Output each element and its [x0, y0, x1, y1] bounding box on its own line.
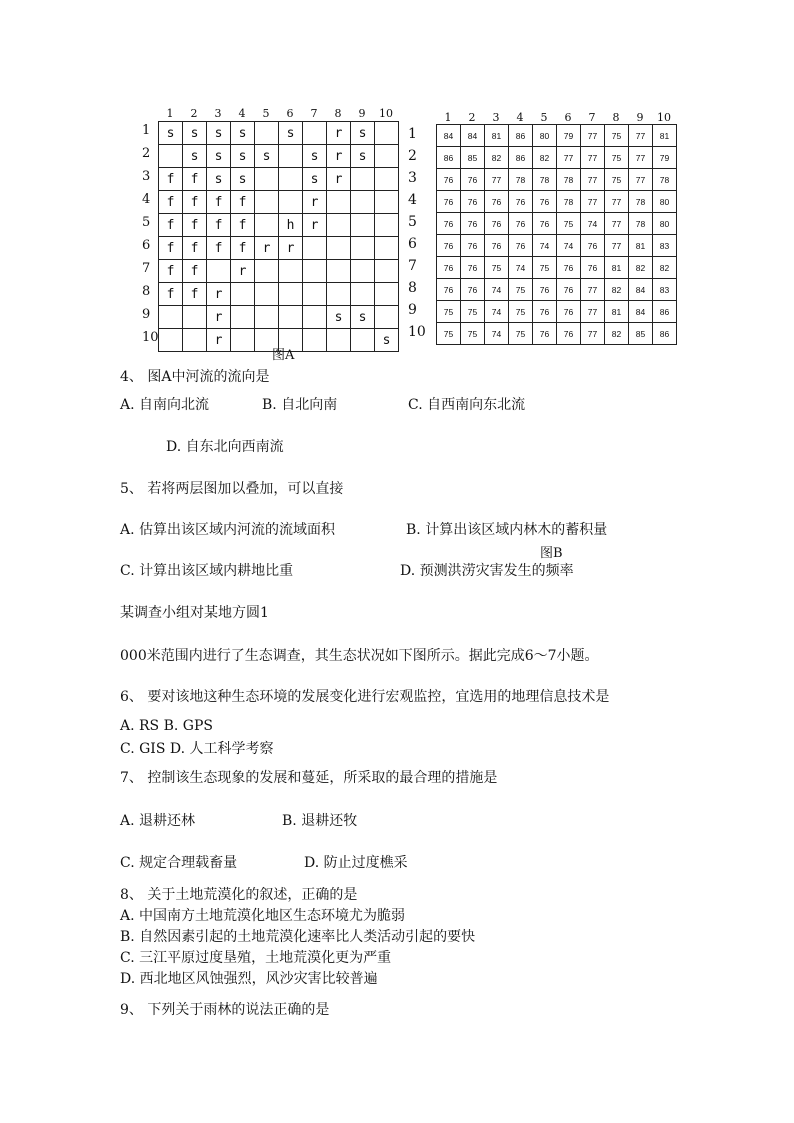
row-label: 7 [142, 261, 151, 276]
row-label: 7 [408, 258, 417, 274]
grid-row [159, 145, 399, 168]
question-7-option-d: D. 防止过度樵采 [304, 855, 408, 871]
grid-cell [351, 191, 375, 214]
grid-cell: 76 [437, 213, 461, 235]
question-5-option-d: D. 预测洪涝灾害发生的频率 [400, 563, 574, 579]
grid-cell [255, 191, 279, 214]
grid-row [159, 306, 399, 329]
grid-cell: r [207, 283, 231, 306]
row-label: 2 [408, 148, 417, 164]
grid-cell: 82 [653, 257, 677, 279]
grid-cell: 78 [533, 169, 557, 191]
grid-cell: 80 [653, 191, 677, 213]
column-label: 9 [358, 107, 366, 120]
grid-cell: 78 [629, 191, 653, 213]
grid-cell: 76 [461, 169, 485, 191]
grid-cell: 80 [653, 213, 677, 235]
grid-cell [327, 329, 351, 352]
grid-cell [207, 260, 231, 283]
column-label: 3 [492, 111, 500, 124]
grid-cell [279, 191, 303, 214]
question-6-options-ab: A. RS B. GPS [120, 718, 213, 734]
grid-cell: 76 [437, 169, 461, 191]
grid-cell: f [207, 214, 231, 237]
grid-cell [159, 329, 183, 352]
row-label: 4 [142, 192, 151, 207]
grid-cell: s [351, 306, 375, 329]
grid-cell [375, 145, 399, 168]
grid-cell: 74 [509, 257, 533, 279]
row-label: 5 [408, 214, 417, 230]
grid-cell: 83 [653, 235, 677, 257]
grid-cell: 79 [557, 125, 581, 147]
grid-cell [303, 329, 327, 352]
question-8-option-b: B. 自然因素引起的土地荒漠化速率比人类活动引起的要快 [120, 929, 476, 945]
grid-cell: 77 [605, 235, 629, 257]
question-4-stem: 4、 图A中河流的流向是 [120, 369, 270, 385]
grid-cell: s [351, 145, 375, 168]
grid-cell: f [183, 237, 207, 260]
figure-b-caption: 图B [540, 546, 563, 561]
grid-cell: f [207, 191, 231, 214]
grid-cell: s [207, 168, 231, 191]
grid-cell: r [327, 168, 351, 191]
grid-cell: r [207, 306, 231, 329]
column-label: 6 [564, 111, 572, 124]
grid-cell: s [303, 145, 327, 168]
grid-cell: r [231, 260, 255, 283]
row-label: 3 [408, 170, 417, 186]
grid-cell: r [207, 329, 231, 352]
figure-a-caption: 图A [272, 348, 295, 363]
question-8-option-a: A. 中国南方土地荒漠化地区生态环境尤为脆弱 [120, 908, 406, 924]
row-label: 8 [408, 280, 417, 296]
question-4-option-a: A. 自南向北流 [120, 397, 210, 413]
grid-cell [159, 306, 183, 329]
grid-cell: 74 [485, 279, 509, 301]
grid-cell [303, 122, 327, 145]
grid-cell: 77 [629, 147, 653, 169]
grid-cell [375, 283, 399, 306]
grid-cell: 76 [533, 213, 557, 235]
grid-cell [255, 168, 279, 191]
grid-cell [231, 329, 255, 352]
grid-cell: f [183, 283, 207, 306]
grid-cell [231, 283, 255, 306]
grid-cell: s [207, 145, 231, 168]
grid-cell [351, 168, 375, 191]
grid-cell: 75 [461, 301, 485, 323]
column-label: 8 [334, 107, 342, 120]
grid-cell [375, 260, 399, 283]
grid-cell: s [207, 122, 231, 145]
grid-cell: 76 [485, 235, 509, 257]
grid-cell: f [183, 214, 207, 237]
row-label: 1 [408, 126, 417, 142]
grid-row [437, 279, 677, 301]
grid-cell [255, 260, 279, 283]
column-label: 10 [379, 107, 393, 120]
row-label: 9 [142, 307, 151, 322]
column-label: 4 [516, 111, 524, 124]
grid-cell: 76 [509, 235, 533, 257]
question-5-option-a: A. 估算出该区域内河流的流域面积 [120, 522, 336, 538]
grid-cell: 78 [629, 213, 653, 235]
grid-cell: r [255, 237, 279, 260]
column-label: 5 [262, 107, 270, 120]
grid-cell: 82 [533, 147, 557, 169]
grid-cell [159, 145, 183, 168]
column-label: 9 [636, 111, 644, 124]
grid-cell: 83 [653, 279, 677, 301]
column-label: 10 [657, 111, 671, 124]
grid-cell: 76 [509, 191, 533, 213]
grid-cell [351, 329, 375, 352]
grid-cell: 81 [605, 301, 629, 323]
grid-cell [183, 329, 207, 352]
figure-b-grid [436, 124, 677, 345]
row-label: 8 [142, 284, 151, 299]
grid-cell: 86 [653, 323, 677, 345]
grid-cell: f [183, 168, 207, 191]
grid-cell [279, 145, 303, 168]
grid-cell: 77 [605, 191, 629, 213]
grid-cell: 84 [437, 125, 461, 147]
grid-cell: s [231, 145, 255, 168]
grid-cell: 85 [629, 323, 653, 345]
grid-cell: 75 [437, 301, 461, 323]
grid-cell: 76 [533, 301, 557, 323]
grid-cell: 75 [557, 213, 581, 235]
question-7-option-c: C. 规定合理载畜量 [120, 855, 238, 871]
column-label: 3 [214, 107, 222, 120]
grid-cell [375, 191, 399, 214]
grid-cell [375, 168, 399, 191]
grid-cell: f [231, 237, 255, 260]
grid-cell [279, 306, 303, 329]
grid-cell: s [255, 145, 279, 168]
grid-cell: 74 [581, 213, 605, 235]
grid-cell [183, 306, 207, 329]
grid-cell: 76 [557, 301, 581, 323]
grid-cell: 74 [533, 235, 557, 257]
column-label: 8 [612, 111, 620, 124]
grid-cell: 75 [605, 169, 629, 191]
grid-cell: f [183, 191, 207, 214]
column-label: 7 [310, 107, 318, 120]
grid-cell: 77 [581, 279, 605, 301]
grid-cell: 76 [437, 235, 461, 257]
grid-cell: 78 [653, 169, 677, 191]
grid-cell [375, 306, 399, 329]
grid-cell: 77 [581, 191, 605, 213]
grid-row [437, 169, 677, 191]
grid-cell: 76 [557, 257, 581, 279]
grid-cell: 78 [509, 169, 533, 191]
grid-cell [303, 237, 327, 260]
grid-cell: f [159, 237, 183, 260]
question-4-option-d: D. 自东北向西南流 [166, 439, 284, 455]
grid-row [437, 125, 677, 147]
column-label: 1 [166, 107, 174, 120]
grid-cell: s [375, 329, 399, 352]
grid-cell [327, 191, 351, 214]
grid-cell: 76 [557, 279, 581, 301]
grid-cell: 75 [509, 301, 533, 323]
grid-cell: f [231, 214, 255, 237]
grid-cell [303, 260, 327, 283]
grid-row [159, 214, 399, 237]
grid-cell: 77 [581, 125, 605, 147]
grid-cell: f [183, 260, 207, 283]
grid-cell: f [159, 260, 183, 283]
grid-cell: 77 [629, 169, 653, 191]
grid-cell: 77 [485, 169, 509, 191]
question-7-option-a: A. 退耕还林 [120, 813, 196, 829]
grid-cell: 75 [461, 323, 485, 345]
row-label: 2 [142, 146, 151, 161]
row-label: 6 [408, 236, 417, 252]
grid-cell: 78 [557, 169, 581, 191]
grid-cell: 77 [581, 169, 605, 191]
question-6-options-cd: C. GIS D. 人工科学考察 [120, 741, 274, 757]
grid-cell: 76 [533, 323, 557, 345]
grid-row [437, 235, 677, 257]
question-4-option-c: C. 自西南向东北流 [408, 397, 526, 413]
grid-cell: 81 [653, 125, 677, 147]
grid-cell: 86 [437, 147, 461, 169]
grid-row [159, 237, 399, 260]
row-label: 5 [142, 215, 151, 230]
grid-cell: 76 [533, 279, 557, 301]
grid-cell: 86 [509, 147, 533, 169]
grid-row [437, 323, 677, 345]
grid-cell: 76 [461, 191, 485, 213]
grid-cell: s [351, 122, 375, 145]
question-4-option-b: B. 自北向南 [262, 397, 338, 413]
grid-cell: 84 [629, 301, 653, 323]
grid-cell: 77 [629, 125, 653, 147]
grid-cell [375, 237, 399, 260]
grid-cell [327, 214, 351, 237]
grid-cell [279, 283, 303, 306]
grid-cell: s [231, 122, 255, 145]
row-label: 1 [142, 123, 151, 138]
grid-row [437, 213, 677, 235]
grid-cell: 77 [557, 147, 581, 169]
grid-cell [255, 122, 279, 145]
grid-cell: 77 [605, 213, 629, 235]
grid-cell [351, 214, 375, 237]
column-label: 1 [444, 111, 452, 124]
grid-cell: 76 [485, 213, 509, 235]
grid-cell: r [279, 237, 303, 260]
row-label: 9 [408, 302, 417, 318]
grid-cell: 76 [461, 257, 485, 279]
grid-cell: f [207, 237, 231, 260]
row-label: 10 [142, 330, 159, 345]
grid-cell: f [159, 168, 183, 191]
grid-cell: s [231, 168, 255, 191]
grid-cell [351, 283, 375, 306]
grid-cell: 75 [605, 125, 629, 147]
grid-row [159, 122, 399, 145]
grid-cell [303, 283, 327, 306]
question-8-option-d: D. 西北地区风蚀强烈，风沙灾害比较普遍 [120, 971, 378, 987]
grid-cell: f [231, 191, 255, 214]
grid-row [159, 168, 399, 191]
grid-cell: 76 [509, 213, 533, 235]
grid-cell [303, 306, 327, 329]
grid-cell: 74 [485, 323, 509, 345]
grid-cell: r [327, 145, 351, 168]
row-label: 6 [142, 238, 151, 253]
grid-cell: 76 [437, 191, 461, 213]
grid-cell: 78 [557, 191, 581, 213]
grid-cell: s [303, 168, 327, 191]
grid-row [159, 191, 399, 214]
grid-cell: s [183, 145, 207, 168]
grid-cell: 77 [581, 147, 605, 169]
grid-cell: f [159, 283, 183, 306]
grid-cell [327, 260, 351, 283]
question-5-option-c: C. 计算出该区域内耕地比重 [120, 563, 294, 579]
grid-cell: r [303, 191, 327, 214]
grid-cell: 85 [461, 147, 485, 169]
grid-cell: 80 [533, 125, 557, 147]
grid-row [159, 260, 399, 283]
grid-cell [327, 237, 351, 260]
grid-cell: 76 [461, 235, 485, 257]
intro-line-1: 某调查小组对某地方圆1 [120, 605, 269, 621]
question-5-stem: 5、 若将两层图加以叠加，可以直接 [120, 481, 344, 497]
grid-row [437, 257, 677, 279]
grid-row [437, 301, 677, 323]
grid-cell: 75 [605, 147, 629, 169]
grid-row [437, 191, 677, 213]
grid-cell [279, 260, 303, 283]
grid-cell [231, 306, 255, 329]
grid-cell [351, 260, 375, 283]
grid-cell [255, 283, 279, 306]
grid-cell [255, 214, 279, 237]
column-label: 4 [238, 107, 246, 120]
grid-cell [327, 283, 351, 306]
question-8-option-c: C. 三江平原过度垦殖，土地荒漠化更为严重 [120, 950, 392, 966]
grid-row [159, 283, 399, 306]
grid-cell: 81 [485, 125, 509, 147]
grid-cell: 77 [581, 301, 605, 323]
grid-cell [255, 306, 279, 329]
grid-cell: 74 [485, 301, 509, 323]
grid-cell: s [183, 122, 207, 145]
grid-cell: 84 [461, 125, 485, 147]
grid-cell [375, 122, 399, 145]
question-6-stem: 6、 要对该地这种生态环境的发展变化进行宏观监控，宜选用的地理信息技术是 [120, 689, 610, 705]
question-9-stem: 9、 下列关于雨林的说法正确的是 [120, 1002, 330, 1018]
grid-cell: r [303, 214, 327, 237]
grid-cell: 76 [485, 191, 509, 213]
grid-cell: 76 [581, 235, 605, 257]
question-7-option-b: B. 退耕还牧 [282, 813, 358, 829]
row-label: 3 [142, 169, 151, 184]
grid-cell: s [159, 122, 183, 145]
grid-cell: 75 [509, 323, 533, 345]
grid-cell: 75 [485, 257, 509, 279]
grid-cell: 86 [653, 301, 677, 323]
grid-cell: 82 [485, 147, 509, 169]
grid-cell: 79 [653, 147, 677, 169]
grid-cell: r [327, 122, 351, 145]
grid-cell: 86 [509, 125, 533, 147]
row-label: 10 [408, 324, 426, 340]
grid-cell: 82 [629, 257, 653, 279]
grid-cell: 76 [437, 279, 461, 301]
grid-cell: 75 [437, 323, 461, 345]
grid-cell: 74 [557, 235, 581, 257]
grid-cell: 84 [629, 279, 653, 301]
grid-cell: 75 [533, 257, 557, 279]
grid-cell: s [279, 122, 303, 145]
grid-cell: 81 [629, 235, 653, 257]
grid-cell: f [159, 191, 183, 214]
row-label: 4 [408, 192, 417, 208]
grid-cell: 76 [533, 191, 557, 213]
column-label: 2 [468, 111, 476, 124]
grid-row [437, 147, 677, 169]
intro-line-2: 000米范围内进行了生态调查，其生态状况如下图所示。据此完成6～7小题。 [120, 648, 599, 664]
grid-cell: 81 [605, 257, 629, 279]
grid-cell: 76 [557, 323, 581, 345]
question-7-stem: 7、 控制该生态现象的发展和蔓延，所采取的最合理的措施是 [120, 770, 498, 786]
grid-cell: f [159, 214, 183, 237]
grid-cell: 82 [605, 279, 629, 301]
grid-cell [375, 214, 399, 237]
grid-cell: s [327, 306, 351, 329]
grid-cell: 76 [581, 257, 605, 279]
figure-a-grid [158, 121, 399, 352]
grid-cell: 76 [461, 279, 485, 301]
question-8-stem: 8、 关于土地荒漠化的叙述，正确的是 [120, 887, 358, 903]
column-label: 6 [286, 107, 294, 120]
column-label: 2 [190, 107, 198, 120]
grid-cell: 75 [509, 279, 533, 301]
grid-cell [279, 168, 303, 191]
grid-cell: 77 [581, 323, 605, 345]
grid-cell: 82 [605, 323, 629, 345]
column-label: 5 [540, 111, 548, 124]
grid-cell: h [279, 214, 303, 237]
grid-cell: 76 [461, 213, 485, 235]
grid-cell [351, 237, 375, 260]
question-5-option-b: B. 计算出该区域内林木的蓄积量 [406, 522, 608, 538]
column-label: 7 [588, 111, 596, 124]
grid-cell: 76 [437, 257, 461, 279]
